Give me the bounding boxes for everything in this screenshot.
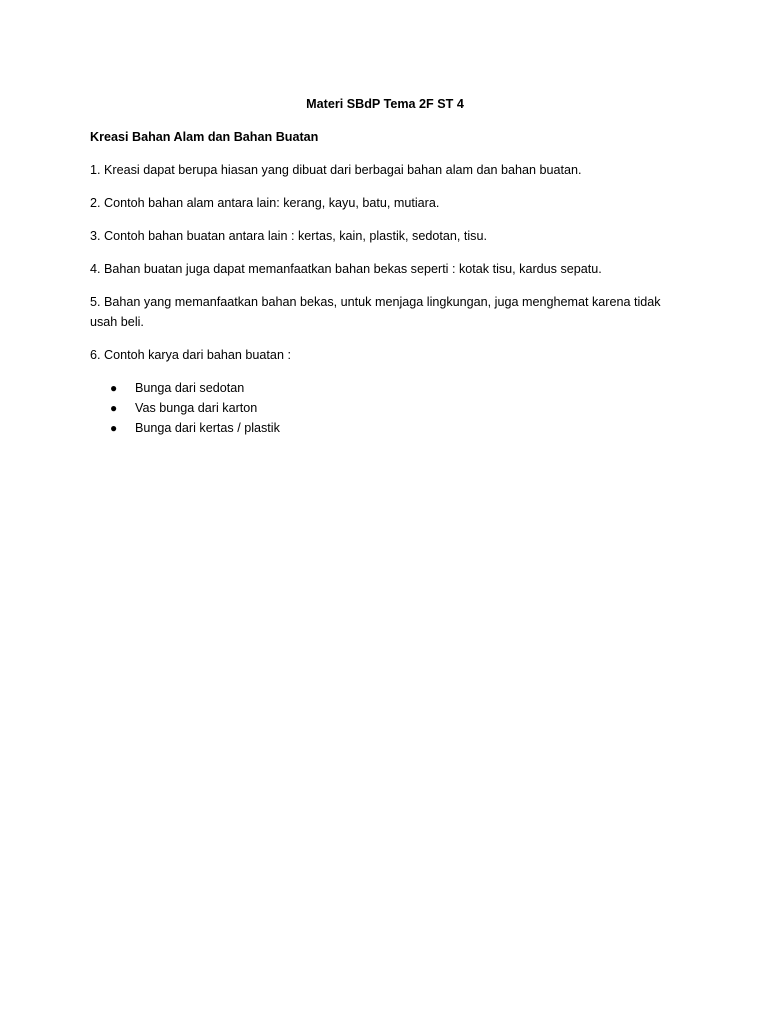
list-item-text: Bunga dari sedotan xyxy=(135,381,245,395)
list-item xyxy=(110,398,680,418)
paragraph-2: 2. Contoh bahan alam antara lain: kerang, kayu, batu, mutiara. xyxy=(90,196,440,210)
list-item-text: Bunga dari kertas / plastik xyxy=(135,421,280,435)
paragraph-5: 5. Bahan yang memanfaatkan bahan bekas, untuk menjaga lingkungan, juga menghemat karena tidak usah beli. xyxy=(90,295,661,329)
bullet-icon: ● xyxy=(110,401,118,415)
bullet-icon: ● xyxy=(110,381,118,395)
list-item xyxy=(110,378,680,398)
bullet-icon: ● xyxy=(110,421,118,435)
section-heading: Kreasi Bahan Alam dan Bahan Buatan xyxy=(90,130,319,144)
paragraph-3: 3. Contoh bahan buatan antara lain : kertas, kain, plastik, sedotan, tisu. xyxy=(90,229,487,243)
paragraph-4: 4. Bahan buatan juga dapat memanfaatkan bahan bekas seperti : kotak tisu, kardus sepatu. xyxy=(90,262,602,276)
paragraph-6: 6. Contoh karya dari bahan buatan : xyxy=(90,348,291,362)
list-item-text: Vas bunga dari karton xyxy=(135,401,258,415)
document-title: Materi SBdP Tema 2F ST 4 xyxy=(306,97,464,111)
document-body xyxy=(90,94,680,438)
list-item xyxy=(110,418,680,438)
bullet-list xyxy=(90,378,680,438)
paragraph-1: 1. Kreasi dapat berupa hiasan yang dibuat dari berbagai bahan alam dan bahan buatan. xyxy=(90,163,582,177)
